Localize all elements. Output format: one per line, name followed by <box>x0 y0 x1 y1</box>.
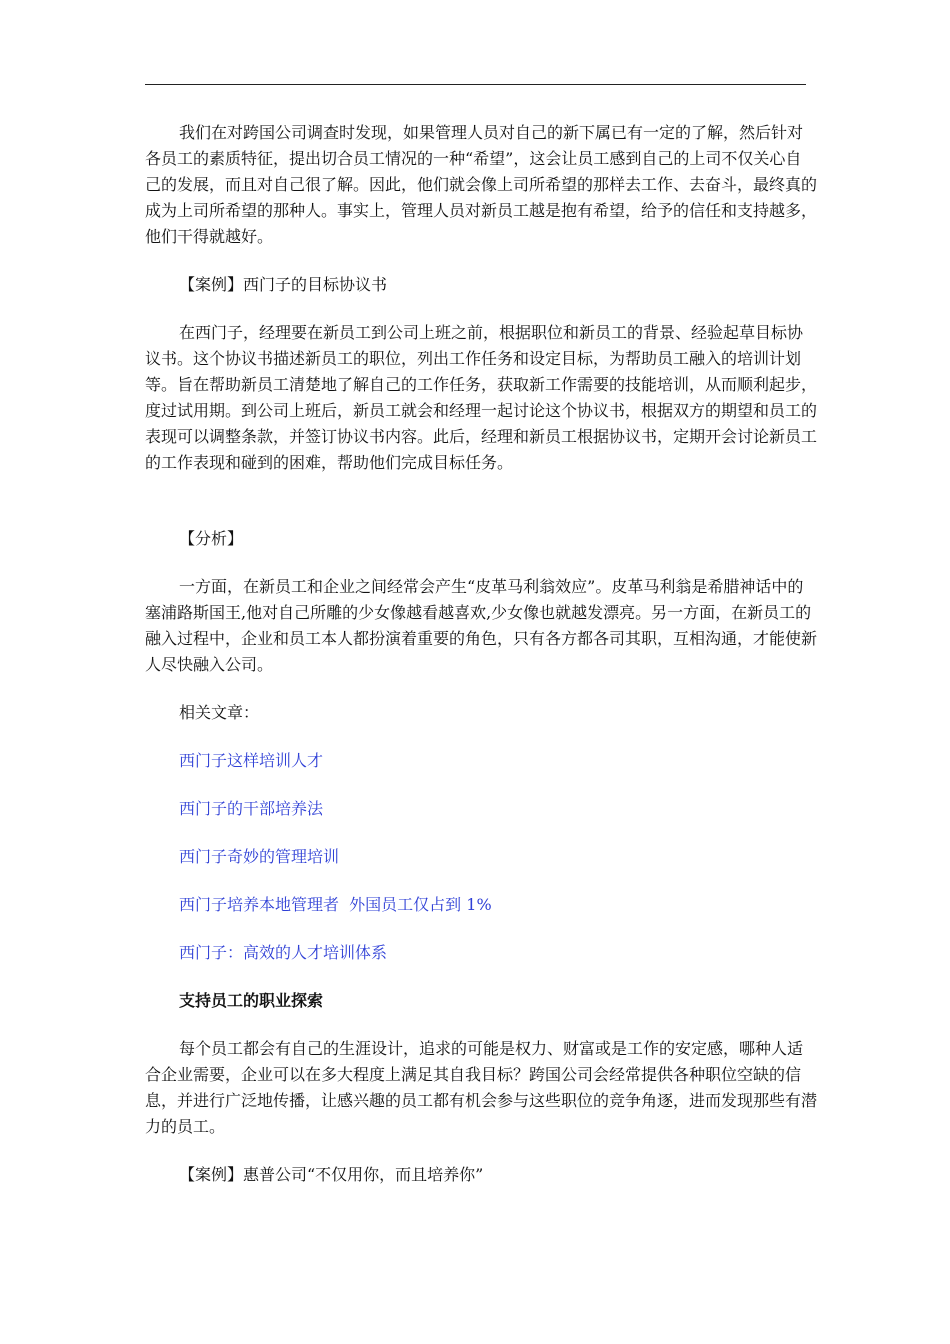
case-title-hp: 【案例】惠普公司“不仅用你，而且培养你” <box>179 1165 484 1184</box>
related-link-4[interactable]: 西门子培养本地管理者 外国员工仅占到 1% <box>179 895 492 914</box>
section-heading: 支持员工的职业探索 <box>179 991 324 1010</box>
paragraph-career: 每个员工都会有自己的生涯设计，追求的可能是权力、财富或是工作的安定感，哪种人适合企业需要，企业可以在多大程度上满足其自我目标？跨国公司会经常提供各种职位空缺的信息，并进行广泛地传播，让感兴趣的员工都有机会参与这些职位的竞争角逐，进而发现那些有潜力的员工。 <box>145 1039 818 1136</box>
paragraph-intro: 我们在对跨国公司调查时发现，如果管理人员对自己的新下属已有一定的了解，然后针对各员工的素质特征，提出切合员工情况的一种“希望”，这会让员工感到自己的上司不仅关心自己的发展，而且对自己很了解。因此，他们就会像上司所希望的那样去工作、去奋斗，最终真的成为上司所希望的那种人。事实上，管理人员对新员工越是抱有希望，给予的信任和支持越多，他们干得就越好。 <box>145 123 818 246</box>
document-body <box>145 120 817 1188</box>
related-link-5[interactable]: 西门子：高效的人才培训体系 <box>179 943 388 962</box>
paragraph-analysis: 一方面，在新员工和企业之间经常会产生“皮革马利翁效应”。皮革马利翁是希腊神话中的塞浦路斯国王,他对自己所雕的少女像越看越喜欢,少女像也就越发漂亮。另一方面，在新员工的融入过程中，企业和员工本人都扮演着重要的角色，只有各方都各司其职，互相沟通，才能使新人尽快融入公司。 <box>145 577 818 674</box>
analysis-title: 【分析】 <box>179 529 244 548</box>
related-link-3[interactable]: 西门子奇妙的管理培训 <box>179 847 340 866</box>
case-title-siemens: 【案例】西门子的目标协议书 <box>179 275 388 294</box>
related-articles-label: 相关文章： <box>179 703 260 722</box>
related-link-2[interactable]: 西门子的干部培养法 <box>179 799 324 818</box>
paragraph-siemens-case: 在西门子，经理要在新员工到公司上班之前，根据职位和新员工的背景、经验起草目标协议书。这个协议书描述新员工的职位，列出工作任务和设定目标，为帮助员工融入的培训计划等。旨在帮助新员工清楚地了解自己的工作任务，获取新工作需要的技能培训，从而顺利起步，度过试用期。到公司上班后，新员工就会和经理一起讨论这个协议书，根据双方的期望和员工的表现可以调整条款，并签订协议书内容。此后，经理和新员工根据协议书，定期开会讨论新员工的工作表现和碰到的困难，帮助他们完成目标任务。 <box>145 323 818 472</box>
top-divider <box>145 84 806 85</box>
related-link-1[interactable]: 西门子这样培训人才 <box>179 751 324 770</box>
